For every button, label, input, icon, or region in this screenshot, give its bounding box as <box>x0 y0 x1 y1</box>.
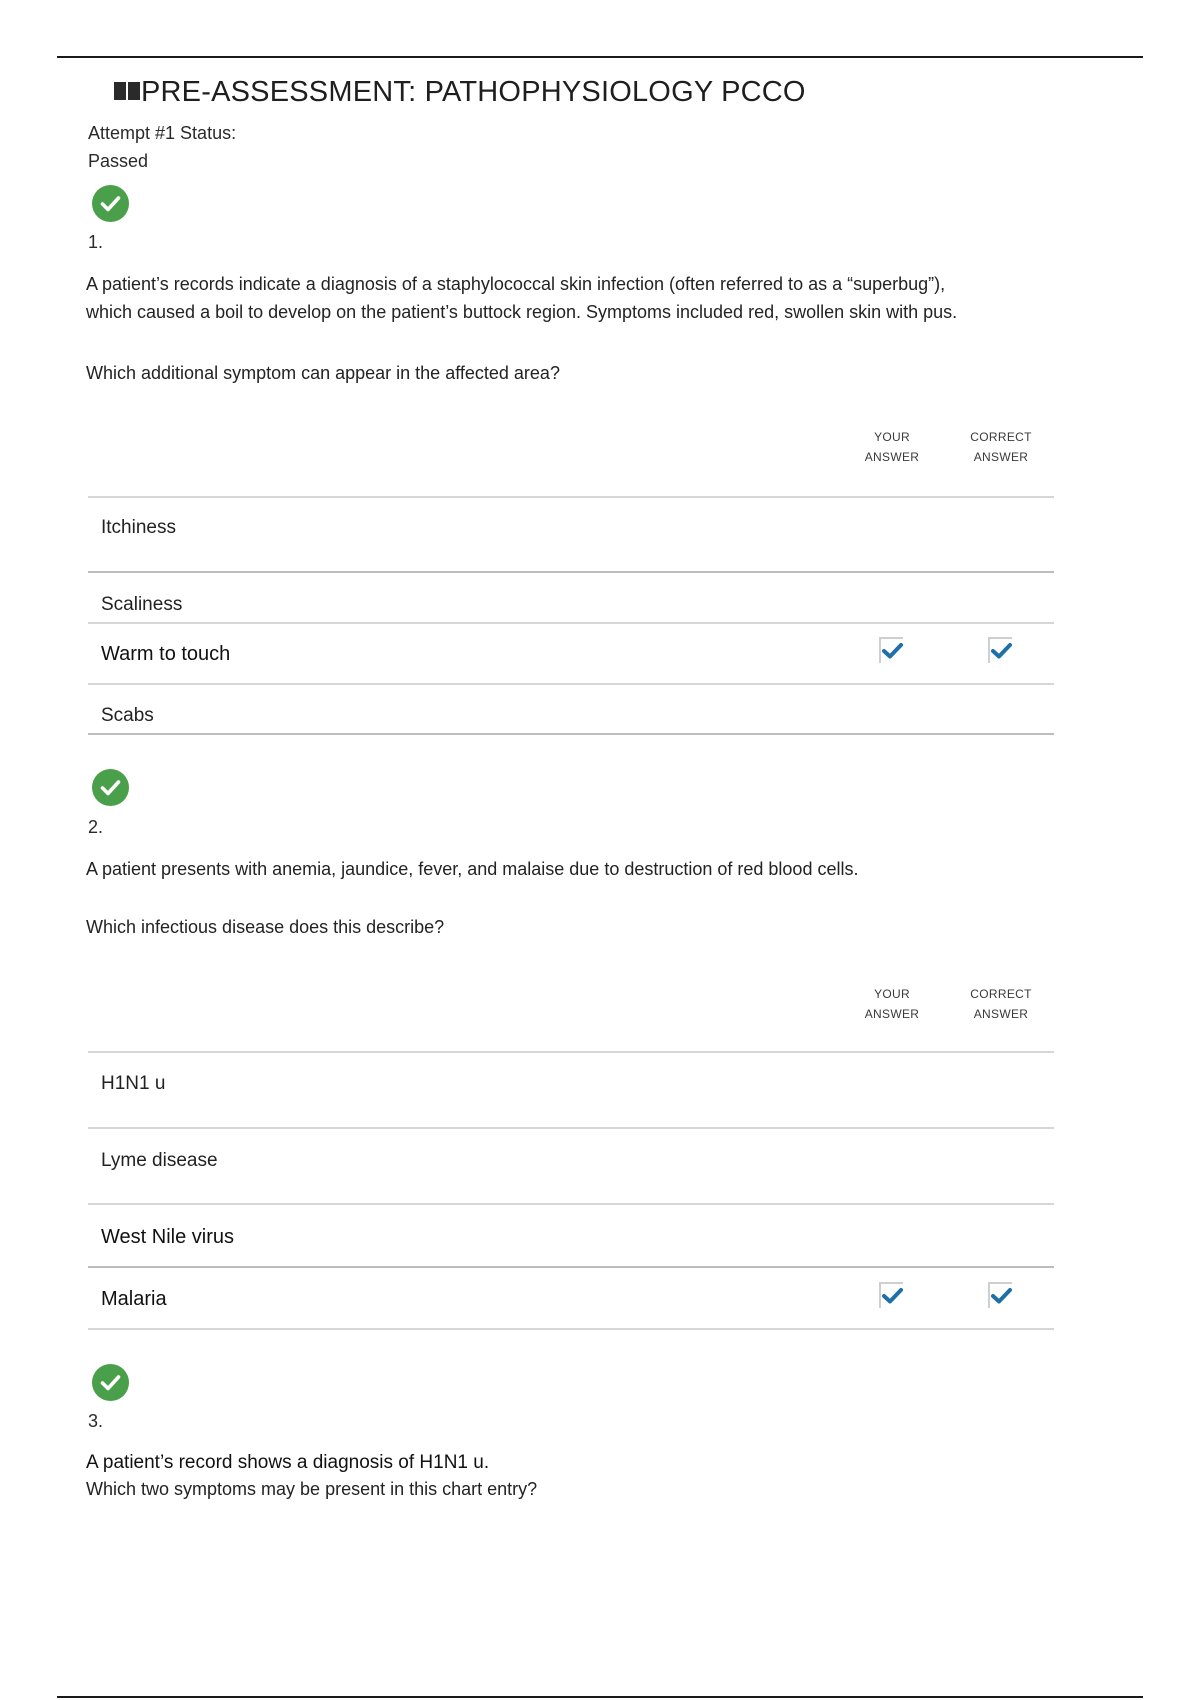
your-answer-header-line: ANSWER <box>864 1007 920 1021</box>
question-text: A patient presents with anemia, jaundice, fever, and malaise due to destruction of red blood cells. <box>86 859 859 879</box>
question-text-line: A patient’s records indicate a diagnosis of a staphylococcal skin infection (often referred to as a “superbug”), <box>86 274 946 294</box>
table-divider <box>88 733 1054 735</box>
table-divider <box>88 496 1054 498</box>
page-title <box>114 76 806 109</box>
correct-answer-header-line: CORRECT <box>970 430 1032 444</box>
your-answer-header <box>847 984 937 1024</box>
your-answer-header-line: ANSWER <box>864 450 920 464</box>
answer-option: H1N1 u <box>101 1073 166 1094</box>
book-icon <box>114 82 140 100</box>
table-divider <box>88 683 1054 685</box>
your-answer-header-line: YOUR <box>874 430 910 444</box>
answer-option: Lyme disease <box>101 1150 218 1171</box>
table-divider <box>88 571 1054 573</box>
checkmark-icon <box>881 1284 905 1308</box>
correct-answer-header-line: ANSWER <box>973 1007 1029 1021</box>
correct-answer-checkbox <box>988 637 1012 661</box>
correct-answer-checkbox <box>988 1282 1012 1306</box>
page-title-text: PRE-ASSESSMENT: PATHOPHYSIOLOGY PCCO <box>141 76 806 108</box>
correct-answer-header <box>956 427 1046 467</box>
table-divider <box>88 1328 1054 1330</box>
question-prompt: Which infectious disease does this describe? <box>86 917 445 937</box>
table-divider <box>88 622 1054 624</box>
question-text: A patient’s record shows a diagnosis of H1N1 u. <box>86 1452 490 1473</box>
your-answer-header-line: YOUR <box>874 987 910 1001</box>
attempt-status-label: Attempt #1 Status: <box>88 123 237 143</box>
question-number: 3. <box>88 1411 104 1431</box>
table-divider <box>88 1203 1054 1205</box>
checkmark-icon <box>990 639 1014 663</box>
your-answer-header <box>847 427 937 467</box>
attempt-status-value: Passed <box>88 151 149 171</box>
correct-answer-header-line: CORRECT <box>970 987 1032 1001</box>
question-text-line: which caused a boil to develop on the patient’s buttock region. Symptoms included red, swollen skin with pus. <box>86 302 958 322</box>
question-prompt: Which two symptoms may be present in this chart entry? <box>86 1479 538 1499</box>
question-number: 1. <box>88 232 104 252</box>
checkmark-icon <box>990 1284 1014 1308</box>
question-text <box>86 270 1086 326</box>
table-divider <box>88 1266 1054 1268</box>
answer-option: Scaliness <box>101 594 183 615</box>
bottom-rule <box>57 1696 1143 1698</box>
your-answer-checkbox <box>879 1282 903 1306</box>
correct-answer-header-line: ANSWER <box>973 450 1029 464</box>
correct-check-icon <box>92 185 129 222</box>
correct-check-icon <box>92 769 129 806</box>
checkmark-icon <box>881 639 905 663</box>
correct-check-icon <box>92 1364 129 1401</box>
top-rule <box>57 56 1143 58</box>
question-number: 2. <box>88 817 104 837</box>
correct-answer-header <box>956 984 1046 1024</box>
your-answer-checkbox <box>879 637 903 661</box>
answer-option: West Nile virus <box>101 1226 234 1248</box>
table-divider <box>88 1051 1054 1053</box>
answer-option: Malaria <box>101 1288 167 1310</box>
answer-option: Itchiness <box>101 517 176 538</box>
answer-option: Warm to touch <box>101 643 231 665</box>
question-prompt: Which additional symptom can appear in the affected area? <box>86 363 560 383</box>
table-divider <box>88 1127 1054 1129</box>
answer-option: Scabs <box>101 705 154 726</box>
